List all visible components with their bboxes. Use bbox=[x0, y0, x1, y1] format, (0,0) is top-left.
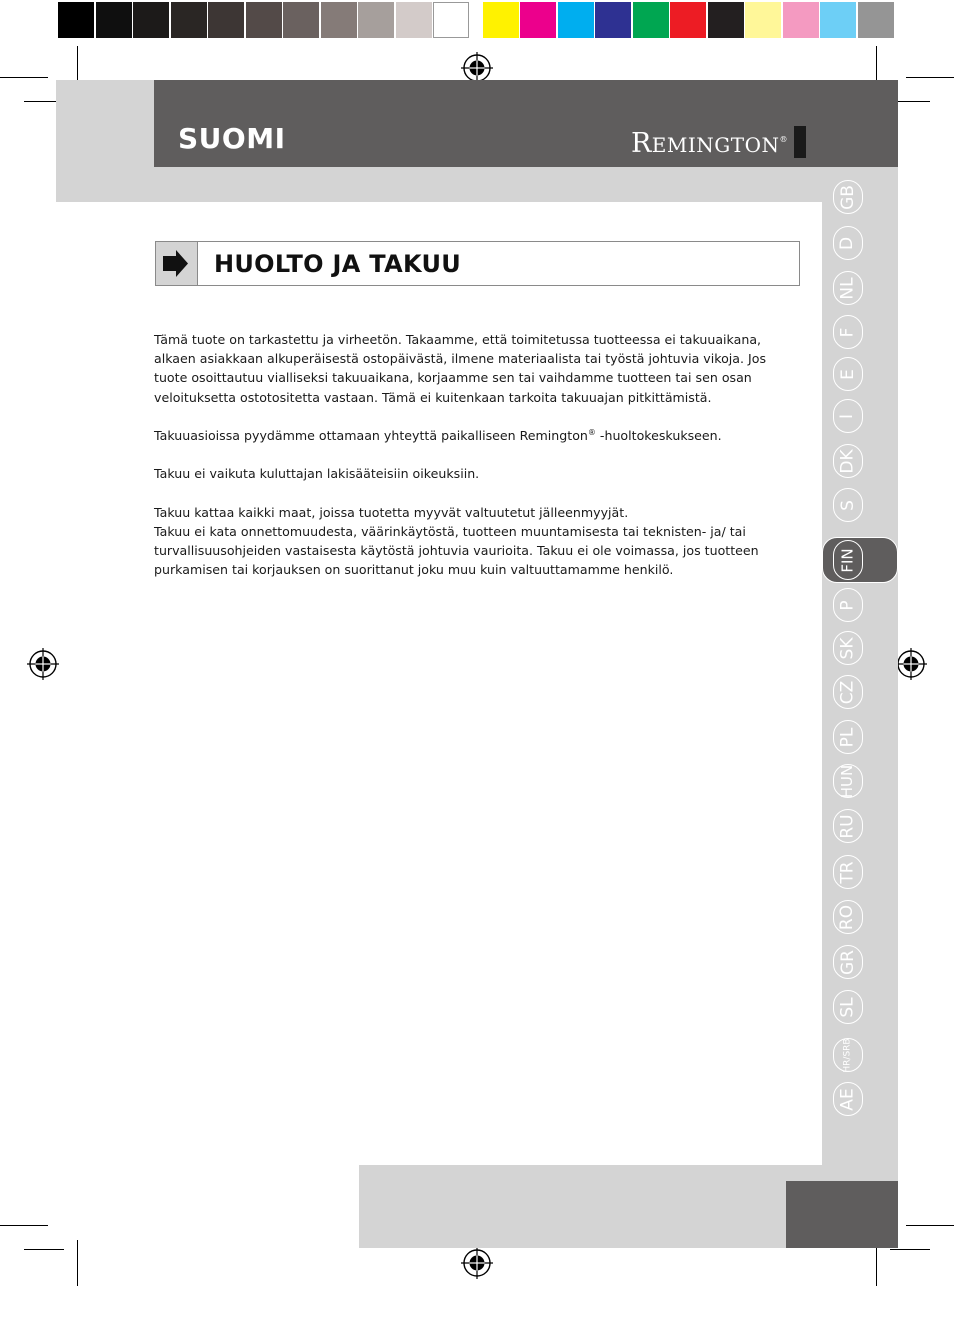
page-header bbox=[154, 80, 898, 167]
language-tab-label: I bbox=[837, 413, 858, 419]
language-tab-label: SL bbox=[837, 996, 858, 1018]
language-tab-hr-srb[interactable] bbox=[833, 1038, 863, 1072]
crop-mark bbox=[0, 77, 48, 78]
language-tab-gr[interactable] bbox=[833, 945, 863, 979]
crop-mark bbox=[890, 1249, 930, 1250]
language-tab-s[interactable] bbox=[833, 488, 863, 522]
language-tab-pl[interactable] bbox=[833, 720, 863, 754]
language-tab-label: F bbox=[837, 327, 858, 337]
language-tab-ro[interactable] bbox=[833, 900, 863, 934]
color-swatch bbox=[171, 2, 207, 38]
brand-logo: REMINGTON® bbox=[630, 128, 788, 159]
color-swatch bbox=[745, 2, 781, 38]
language-tab-label: D bbox=[837, 236, 858, 250]
section-heading bbox=[155, 241, 800, 286]
color-swatch bbox=[633, 2, 669, 38]
swatch-gap bbox=[471, 2, 483, 38]
color-swatch bbox=[58, 2, 94, 38]
section-arrow-cell bbox=[156, 242, 198, 285]
language-tab-label: NL bbox=[837, 276, 858, 300]
crop-mark bbox=[24, 1249, 64, 1250]
color-swatch bbox=[321, 2, 357, 38]
registration-mark-icon bbox=[461, 1247, 493, 1279]
language-tab-label: E bbox=[837, 368, 858, 380]
language-tab-sk[interactable] bbox=[833, 631, 863, 665]
color-swatch bbox=[96, 2, 132, 38]
language-tab-label: RU bbox=[837, 813, 858, 839]
language-tab-label: TR bbox=[837, 860, 858, 884]
color-swatch bbox=[520, 2, 556, 38]
language-tab-dk[interactable] bbox=[833, 444, 863, 478]
footer-grey-block bbox=[786, 1165, 898, 1181]
language-tab-e[interactable] bbox=[833, 357, 863, 391]
arrow-right-icon bbox=[156, 242, 198, 285]
crop-mark bbox=[906, 77, 954, 78]
paragraph: Takuu ei vaikuta kuluttajan lakisääteisiin oikeuksiin. bbox=[154, 466, 480, 482]
language-tab-label: DK bbox=[837, 448, 858, 474]
language-tab-label: PL bbox=[837, 727, 858, 747]
color-swatch bbox=[246, 2, 282, 38]
color-swatch bbox=[483, 2, 519, 38]
language-tab-label: HR/SRB bbox=[842, 1037, 853, 1073]
color-swatch bbox=[670, 2, 706, 38]
crop-mark bbox=[906, 1225, 954, 1226]
language-tab-label: GB bbox=[837, 184, 858, 210]
paragraph: Tämä tuote on tarkastettu ja virheetön. Takaamme, että toimitetussa tuotteessa ei takuuaikana, alkaen asiakkaan alkuperäisestä ostopäivästä, ilmene materiaalista tai työstä johtuvia vikoja. Jos tuote osoittautuu vialliseksi takuuaikana, korjaamme sen tai vaihdamme tuotteen tai sen osan veloituksetta ostotositetta vastaan. Tämä ei kuitenkaan tarkoita takuuajan pitkittämistä. bbox=[154, 332, 767, 405]
language-tab-nl[interactable] bbox=[833, 271, 863, 305]
language-tab-fin[interactable] bbox=[833, 540, 863, 580]
color-swatch bbox=[283, 2, 319, 38]
language-tab-d[interactable] bbox=[833, 226, 863, 260]
language-tab-label: GR bbox=[837, 949, 858, 975]
language-tab-tr[interactable] bbox=[833, 855, 863, 889]
warranty-text bbox=[154, 330, 794, 599]
color-swatch bbox=[708, 2, 744, 38]
language-tab-label: CZ bbox=[837, 680, 858, 704]
language-tab-p[interactable] bbox=[833, 588, 863, 622]
language-tab-sl[interactable] bbox=[833, 990, 863, 1024]
color-swatch bbox=[783, 2, 819, 38]
registration-mark-icon bbox=[27, 648, 59, 680]
language-tab-label: S bbox=[837, 499, 858, 511]
paragraph: Takuu ei kata onnettomuudesta, väärinkäytöstä, tuotteen muuntamisesta tai teknisten- ja/ tai turvallisuusohjeiden vastaisesta käytöstä johtuvia vaurioita. Takuu ei ole voimassa, jos tuotteen purkamisen tai korjauksen on suorittanut joku muu kuin valtuuttamamme henkilö. bbox=[154, 523, 759, 578]
color-swatch bbox=[558, 2, 594, 38]
language-tab-hun[interactable] bbox=[833, 764, 863, 798]
language-tab-ru[interactable] bbox=[833, 809, 863, 843]
language-tab-label: P bbox=[837, 599, 858, 611]
language-tab-f[interactable] bbox=[833, 315, 863, 349]
color-swatch bbox=[595, 2, 631, 38]
paragraph: Takuuasioissa pyydämme ottamaan yhteyttä paikalliseen Remington® -huoltokeskukseen. bbox=[154, 427, 722, 443]
paragraph: Takuu kattaa kaikki maat, joissa tuotetta myyvät valtuutetut jälleenmyyjät. bbox=[154, 504, 629, 520]
section-title: HUOLTO JA TAKUU bbox=[214, 250, 462, 278]
color-swatch bbox=[433, 2, 469, 38]
color-swatch bbox=[208, 2, 244, 38]
color-swatch bbox=[133, 2, 169, 38]
color-swatch bbox=[396, 2, 432, 38]
language-tab-label: AE bbox=[837, 1087, 858, 1111]
brand-bar bbox=[794, 126, 806, 158]
language-tab-label: HUN bbox=[838, 764, 857, 798]
color-swatch bbox=[358, 2, 394, 38]
registration-mark-icon bbox=[895, 648, 927, 680]
language-tab-cz[interactable] bbox=[833, 675, 863, 709]
crop-mark bbox=[0, 1225, 48, 1226]
crop-mark bbox=[77, 1240, 78, 1286]
color-swatch bbox=[820, 2, 856, 38]
page-title: SUOMI bbox=[178, 122, 286, 155]
color-swatch bbox=[858, 2, 894, 38]
language-tab-label: FIN bbox=[838, 547, 857, 573]
language-tab-gb[interactable] bbox=[833, 180, 863, 214]
footer-grey-block bbox=[359, 1165, 786, 1248]
language-sidebar bbox=[822, 167, 898, 1165]
language-tab-label: SK bbox=[837, 637, 858, 659]
footer-dark-block bbox=[786, 1181, 898, 1248]
language-tab-i[interactable] bbox=[833, 399, 863, 433]
language-tab-ae[interactable] bbox=[833, 1082, 863, 1116]
color-calibration-bar bbox=[58, 2, 895, 38]
language-tab-label: RO bbox=[837, 904, 858, 930]
